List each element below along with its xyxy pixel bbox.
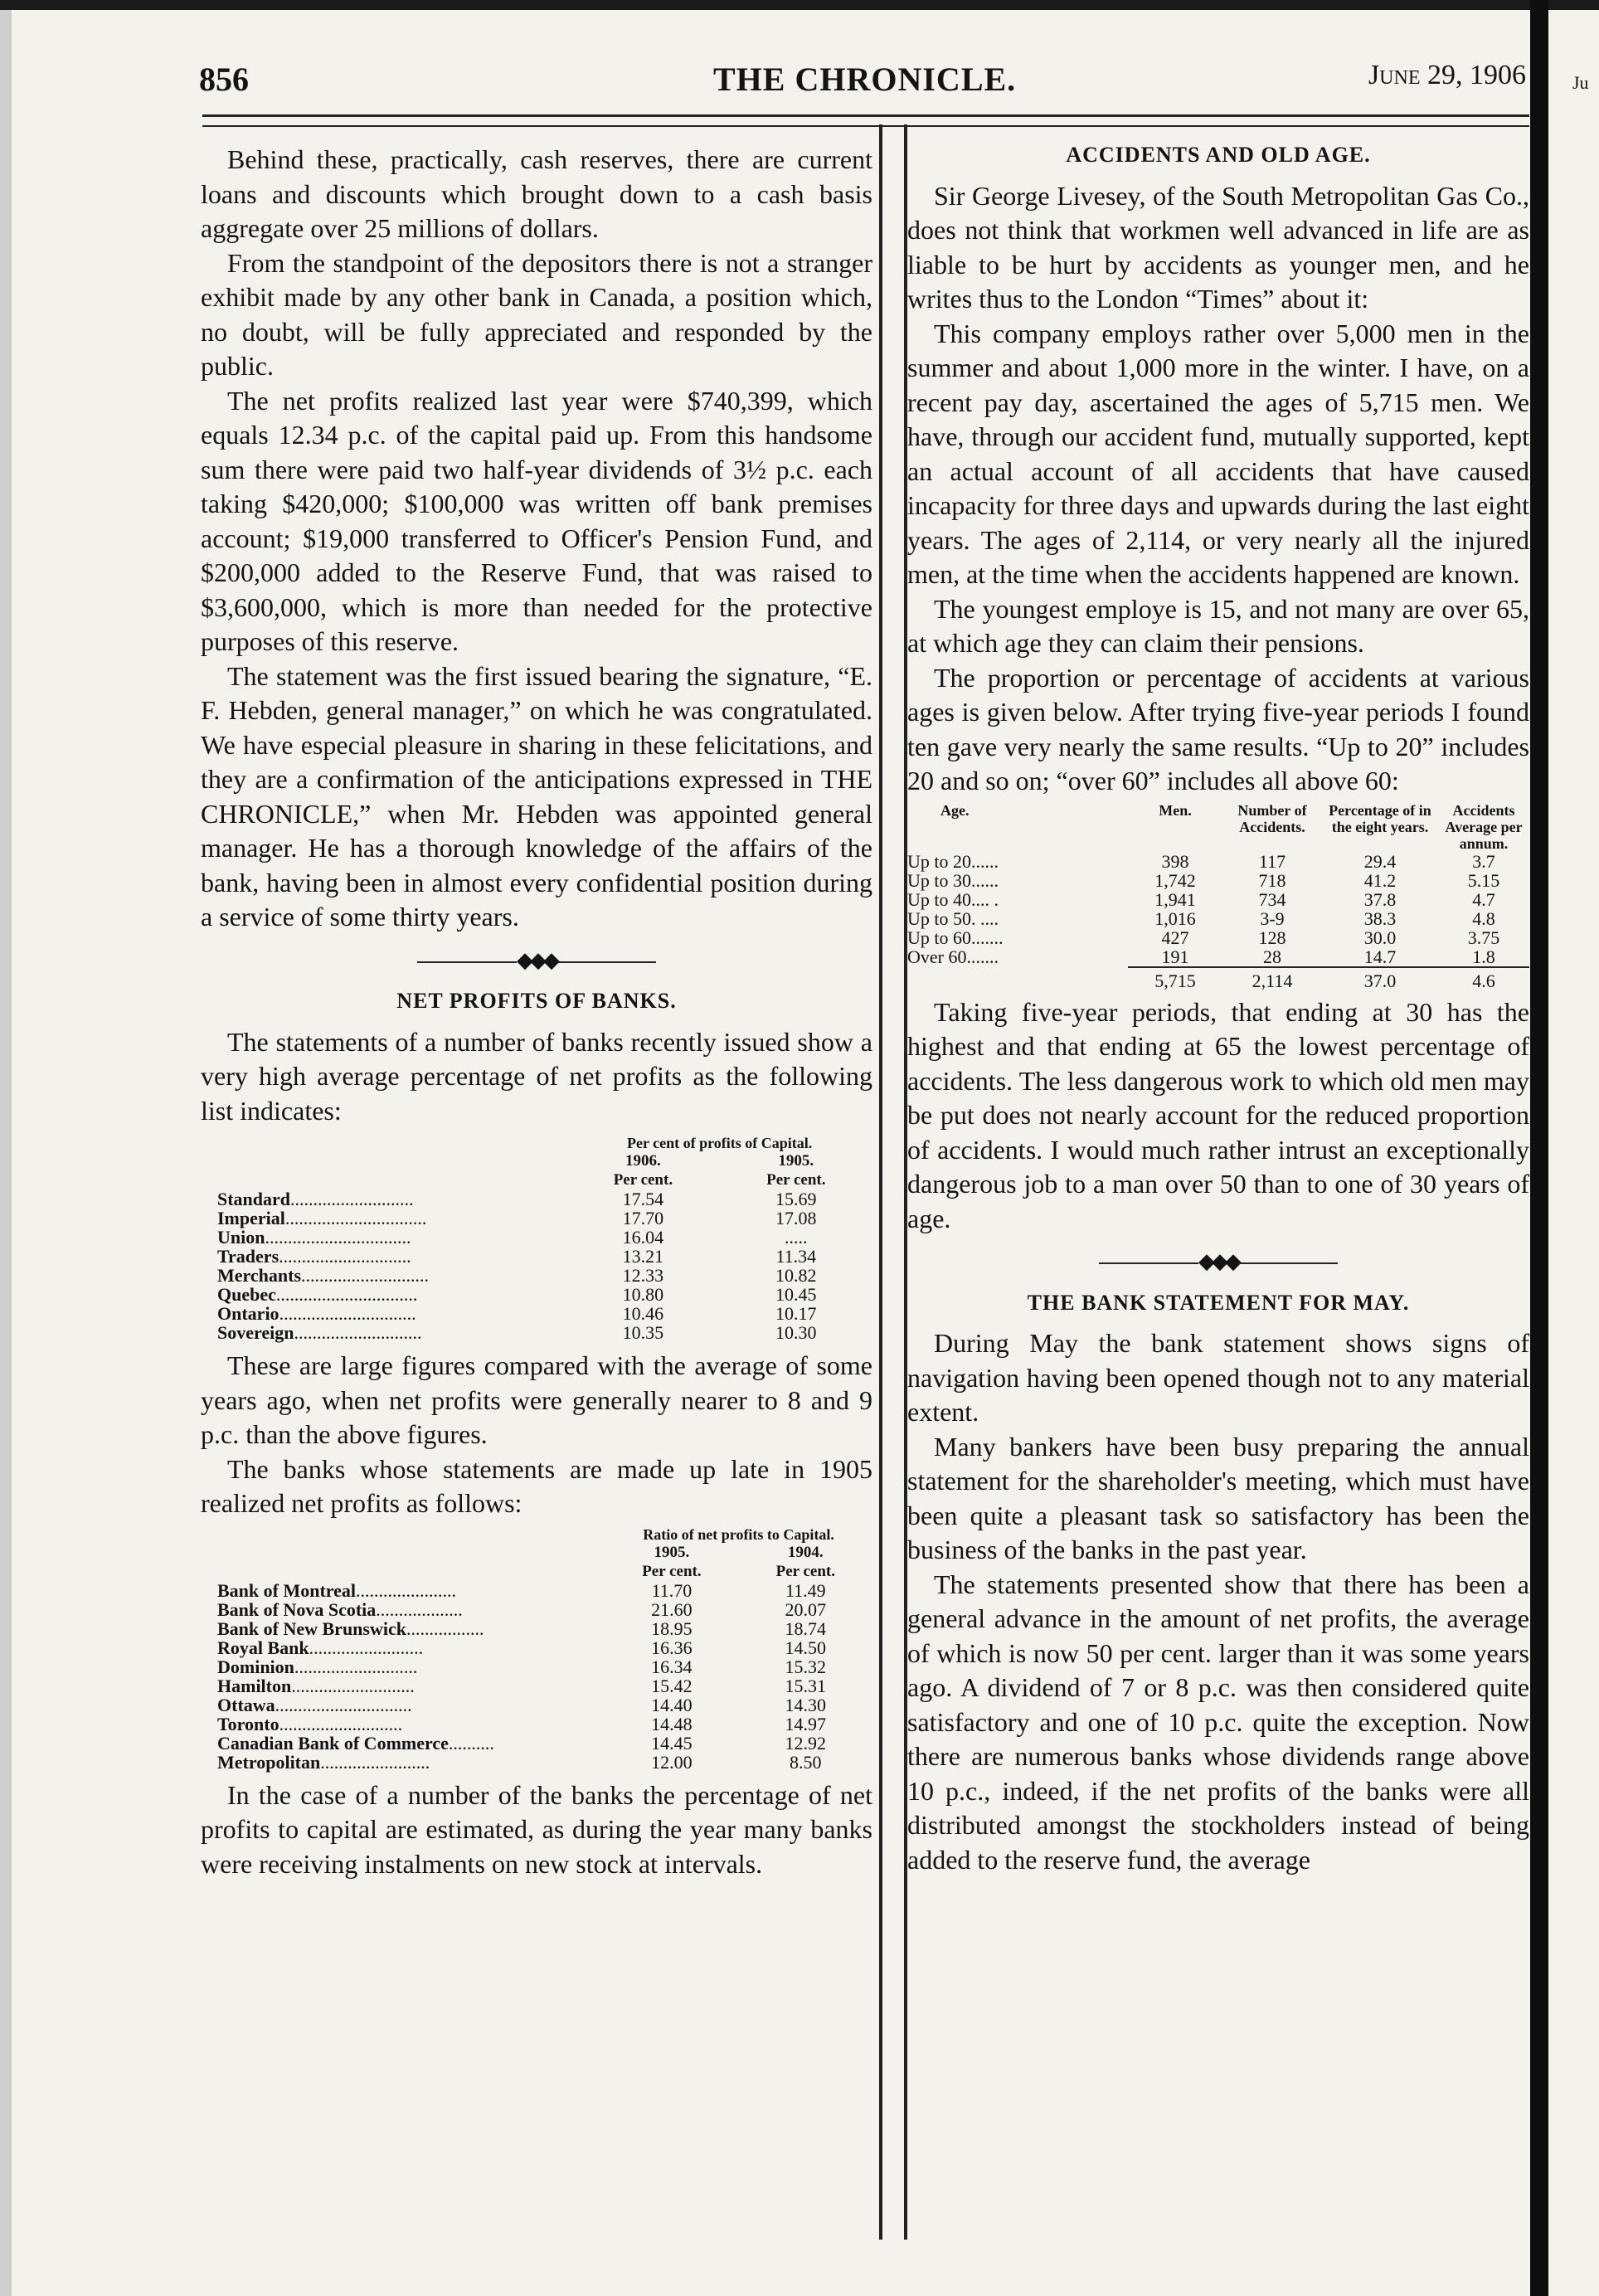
value-cell: 14.7	[1363, 946, 1397, 967]
value-cell: 10.17	[775, 1303, 817, 1324]
paragraph: Many bankers have been busy preparing the annual statement for the shareholder's meeting, which must have been quite a pleasant task so satisfactory has been the business of the banks in the past year.	[907, 1431, 1529, 1564]
paragraph: The youngest employe is 15, and not many are over 65, at which age they can claim their pensions.	[907, 593, 1529, 658]
bank-name: Canadian Bank of Commerce	[217, 1732, 449, 1754]
table-row	[217, 1657, 872, 1676]
table-row	[907, 871, 1529, 890]
table-row	[217, 1228, 872, 1247]
journal-title: THE CHRONICLE.	[713, 61, 1017, 98]
paragraph: The net profits realized last year were $740,399, which equals 12.34 p.c. of the capital paid up. From this handsome sum there were paid two half-year dividends of 3½ p.c. each taking $420,000; $100,000 was written off bank premises account; $19,000 transferred to Officer's Pension Fund, and $200,000 added to the Reserve Fund, that was raised to $3,600,000, which is more than needed for the protective purposes of this reserve.	[201, 385, 872, 656]
paragraph: Taking five-year periods, that ending at 30 has the highest and that ending at 65 the lowest percentage of accidents. The less dangerous work to which old men may be put does not nearly account for the reduced proportion of accidents. I would much rather intrust an exceptionally dangerous job to a man over 50 than to one of 30 years of age.	[907, 996, 1529, 1233]
value-cell: 10.35	[622, 1322, 664, 1343]
age-cell: Over 60.......	[907, 946, 999, 967]
value-cell: 11.70	[651, 1579, 693, 1601]
table-caption: Ratio of net profits to Capital.	[643, 1525, 834, 1543]
table-row	[907, 852, 1529, 871]
total-accidents: 2,114	[1222, 967, 1322, 990]
value-cell: 10.46	[622, 1303, 664, 1324]
dot-leader: ...........................	[294, 1656, 418, 1677]
value-cell: 37.8	[1363, 888, 1397, 910]
column-header-percentage: Percentage of in the eight years.	[1329, 801, 1431, 835]
total-percentage: 37.0	[1322, 967, 1438, 990]
bank-name: Sovereign	[217, 1322, 294, 1343]
value-cell: 15.32	[785, 1656, 827, 1677]
table-row	[217, 1581, 872, 1600]
value-cell: 3.7	[1472, 850, 1495, 872]
value-cell: 427	[1161, 927, 1189, 948]
value-cell: 41.2	[1363, 869, 1397, 891]
column-year: 1905.	[654, 1543, 690, 1561]
value-cell: 18.95	[651, 1617, 693, 1639]
right-column	[907, 131, 1529, 1877]
value-cell: 14.48	[651, 1713, 693, 1734]
section-heading: ACCIDENTS AND OLD AGE.	[1066, 143, 1371, 167]
bank-name: Quebec	[217, 1284, 276, 1305]
dot-leader: ..............................	[275, 1694, 412, 1715]
value-cell: 3-9	[1260, 907, 1285, 929]
value-cell: 14.40	[651, 1694, 693, 1715]
column-unit: Per cent.	[775, 1562, 835, 1580]
paragraph: From the standpoint of the depositors there is not a stranger exhibit made by any other bank in Canada, a position which, no doubt, will be fully appreciated and responded by the public.	[201, 247, 872, 381]
table-row	[907, 890, 1529, 909]
bank-name: Bank of Nova Scotia	[217, 1598, 377, 1620]
value-cell: 15.69	[775, 1189, 817, 1209]
table-caption: Per cent of profits of Capital.	[626, 1135, 813, 1151]
issue-date: June 29, 1906	[1368, 60, 1526, 90]
page-number: 856	[199, 61, 249, 98]
page-left-edge	[0, 0, 12, 2296]
column-year: 1906.	[625, 1152, 661, 1170]
column-unit: Per cent.	[613, 1171, 673, 1189]
section-heading: NET PROFITS OF BANKS.	[396, 989, 677, 1013]
column-unit: Per cent.	[766, 1171, 826, 1189]
value-cell: 14.97	[785, 1713, 827, 1734]
bank-name: Bank of Montreal	[217, 1579, 357, 1601]
section-heading: THE BANK STATEMENT FOR MAY.	[1027, 1290, 1410, 1315]
table-row	[217, 1189, 872, 1209]
bank-name: Union	[217, 1227, 265, 1248]
bank-name: Hamilton	[217, 1675, 292, 1696]
bank-name: Ottawa	[217, 1694, 275, 1715]
bank-name: Traders	[217, 1246, 279, 1267]
dot-leader: ...............................	[284, 1208, 427, 1228]
value-cell: 17.70	[622, 1208, 664, 1228]
value-cell: 11.34	[775, 1246, 817, 1267]
value-cell: 398	[1161, 850, 1189, 872]
value-cell: 10.30	[775, 1322, 817, 1343]
value-cell: 21.60	[651, 1598, 693, 1620]
value-cell: 17.54	[622, 1189, 664, 1209]
paragraph: The statements presented show that there has been a general advance in the amount of net profits, the average of which is now 50 per cent. larger than it was some years ago. A dividend of 7 or 8 p.c. was then considered quite satisfactory and one of 10 p.c. quite the exception. Now there are numerous banks whose dividends range above 10 p.c., indeed, if the net profits of the banks were all distributed amongst the stockholders instead of being added to the reserve fund, the average	[907, 1569, 1529, 1875]
paragraph: The statement was the first issued bearing the signature, “E. F. Hebden, general manager,” on which he was congratulated. We have especial pleasure in sharing in these felicitations, and they are a confirmation of the anticipations expressed in THE CHRONICLE,” when Mr. Hebden was appointed general manager. He has a thorough knowledge of the affairs of the bank, having been in almost every confidential position during a service of some thirty years.	[201, 660, 872, 932]
profits-table-1906	[217, 1135, 872, 1342]
bank-name: Merchants	[217, 1265, 302, 1286]
column-divider-left	[879, 124, 882, 2240]
dot-leader: .............................	[279, 1246, 411, 1267]
table-row	[217, 1304, 872, 1323]
dot-leader: ................................	[265, 1227, 411, 1248]
value-cell: .....	[785, 1227, 808, 1248]
value-cell: 8.50	[790, 1751, 822, 1773]
age-cell: Up to 40.... .	[907, 888, 999, 910]
value-cell: 1,941	[1154, 888, 1196, 910]
paragraph: The statements of a number of banks recently issued show a very high average percentage of net profits as the following list indicates:	[201, 1026, 872, 1126]
value-cell: 16.34	[651, 1656, 693, 1677]
value-cell: 17.08	[775, 1208, 817, 1228]
table-row	[217, 1734, 872, 1753]
value-cell: 4.7	[1472, 888, 1495, 910]
scan-binding-shadow	[1530, 0, 1548, 2296]
value-cell: 14.45	[651, 1732, 693, 1754]
table-row	[217, 1619, 872, 1638]
column-header-age: Age.	[940, 801, 970, 819]
value-cell: 1,016	[1154, 907, 1196, 929]
dot-leader: ......................	[356, 1579, 457, 1601]
page-header	[199, 60, 1526, 109]
paragraph: The proportion or percentage of accidents at various ages is given below. After trying five-year periods I found ten gave very nearly the same results. “Up to 20” includes 20 and so on; “over 60” includes all above 60:	[907, 662, 1529, 795]
paragraph: Sir George Livesey, of the South Metropolitan Gas Co., does not think that workmen well advanced in life are as liable to be hurt by accidents as younger men, and he writes thus to the London “Times” about it:	[907, 180, 1529, 314]
dot-leader: ...........................	[290, 1189, 414, 1209]
value-cell: 734	[1258, 888, 1286, 910]
value-cell: 1,742	[1154, 869, 1196, 891]
value-cell: 29.4	[1363, 850, 1397, 872]
value-cell: 5.15	[1467, 869, 1500, 891]
dot-leader: ..............................	[279, 1303, 416, 1324]
table-row	[217, 1209, 872, 1228]
table-row	[907, 928, 1529, 947]
value-cell: 16.36	[651, 1637, 693, 1658]
paragraph: In the case of a number of the banks the percentage of net profits to capital are estimated, as during the year many banks were receiving instalments on new stock at intervals.	[201, 1779, 872, 1879]
value-cell: 718	[1258, 869, 1286, 891]
total-men: 5,715	[1128, 967, 1222, 990]
left-column	[201, 143, 872, 1881]
dot-leader: ............................	[294, 1322, 422, 1343]
value-cell: 14.30	[785, 1694, 827, 1715]
table-row	[907, 947, 1529, 967]
age-cell: Up to 60.......	[907, 927, 1004, 948]
table-row	[217, 1247, 872, 1266]
bank-name: Imperial	[217, 1208, 285, 1228]
value-cell: 12.92	[785, 1732, 827, 1754]
table-row	[217, 1638, 872, 1657]
value-cell: 16.04	[622, 1227, 664, 1248]
dot-leader: ...................	[376, 1598, 463, 1620]
value-cell: 10.80	[622, 1284, 664, 1305]
bank-name: Dominion	[217, 1656, 294, 1677]
value-cell: 20.07	[785, 1598, 827, 1620]
bank-name: Metropolitan	[217, 1751, 321, 1773]
value-cell: 191	[1161, 946, 1189, 967]
dot-leader: .................	[406, 1617, 484, 1639]
value-cell: 15.31	[785, 1675, 827, 1696]
dot-leader: ...........................	[291, 1675, 415, 1696]
total-average: 4.6	[1438, 967, 1529, 990]
table-row	[217, 1715, 872, 1734]
table-row	[217, 1323, 872, 1342]
value-cell: 14.50	[785, 1637, 827, 1658]
table-row	[217, 1600, 872, 1619]
age-cell: Up to 30......	[907, 869, 999, 891]
scan-top-border	[0, 0, 1599, 10]
ornament-divider: ◆◆◆	[201, 943, 872, 978]
value-cell: 13.21	[622, 1246, 664, 1267]
dot-leader: ..........	[448, 1732, 494, 1754]
adjacent-page-fragment: Ju	[1572, 72, 1589, 93]
value-cell: 4.8	[1472, 907, 1495, 929]
dot-leader: ...........................	[279, 1713, 403, 1734]
bank-name: Toronto	[217, 1713, 279, 1734]
accidents-table	[907, 802, 1529, 990]
dot-leader: ........................	[320, 1751, 430, 1773]
column-year: 1905.	[778, 1152, 814, 1170]
table-row	[217, 1753, 872, 1772]
column-unit: Per cent.	[642, 1562, 702, 1580]
bank-name: Standard	[217, 1189, 291, 1209]
value-cell: 10.45	[775, 1284, 817, 1305]
value-cell: 3.75	[1467, 927, 1500, 948]
table-row	[217, 1695, 872, 1715]
value-cell: 38.3	[1363, 907, 1397, 929]
header-rule	[202, 114, 1529, 127]
age-cell: Up to 50. ....	[907, 907, 999, 929]
value-cell: 15.42	[651, 1675, 693, 1696]
ornament-divider: ◆◆◆	[907, 1244, 1529, 1279]
dot-leader: .........................	[309, 1637, 424, 1658]
paragraph: During May the bank statement shows signs of navigation having been opened though not to any material extent.	[907, 1328, 1529, 1427]
column-header-average: Accidents Average per annum.	[1445, 801, 1523, 852]
table-row	[217, 1285, 872, 1304]
value-cell: 12.00	[651, 1751, 693, 1773]
value-cell: 12.33	[622, 1265, 664, 1286]
paragraph: This company employs rather over 5,000 men in the summer and about 1,000 more in the winter. I have, on a recent pay day, ascertained the ages of 5,715 men. We have, through our accident fund, mutually supported, kept an actual account of all accidents that have caused incapacity for three days and upwards during the last eight years. The ages of 2,114, or very nearly all the injured men, at the time when the accidents happened are known.	[907, 318, 1529, 589]
dot-leader: ............................	[301, 1265, 430, 1286]
age-cell: Up to 20......	[907, 850, 999, 872]
value-cell: 128	[1258, 927, 1286, 948]
paragraph: The banks whose statements are made up late in 1905 realized net profits as follows:	[201, 1453, 872, 1518]
column-year: 1904.	[787, 1543, 824, 1561]
paragraph: These are large figures compared with the average of some years ago, when net profits were generally nearer to 8 and 9 p.c. than the above figures.	[201, 1350, 872, 1449]
value-cell: 30.0	[1363, 927, 1397, 948]
value-cell: 28	[1263, 946, 1281, 967]
bank-name: Royal Bank	[217, 1637, 309, 1658]
column-header-men: Men.	[1159, 801, 1192, 819]
value-cell: 1.8	[1472, 946, 1495, 967]
table-row	[907, 909, 1529, 928]
value-cell: 11.49	[785, 1579, 826, 1601]
bank-name: Bank of New Brunswick	[217, 1617, 406, 1639]
table-row	[217, 1266, 872, 1285]
value-cell: 18.74	[785, 1617, 827, 1639]
column-header-accidents: Number of Accidents.	[1237, 801, 1307, 835]
value-cell: 117	[1258, 850, 1286, 872]
table-row	[217, 1676, 872, 1695]
value-cell: 10.82	[775, 1265, 817, 1286]
paragraph: Behind these, practically, cash reserves, there are current loans and discounts which brought down to a cash basis aggregate over 25 millions of dollars.	[201, 144, 872, 243]
profits-table-1905	[217, 1526, 872, 1772]
bank-name: Ontario	[217, 1303, 279, 1324]
dot-leader: ...............................	[275, 1284, 418, 1305]
